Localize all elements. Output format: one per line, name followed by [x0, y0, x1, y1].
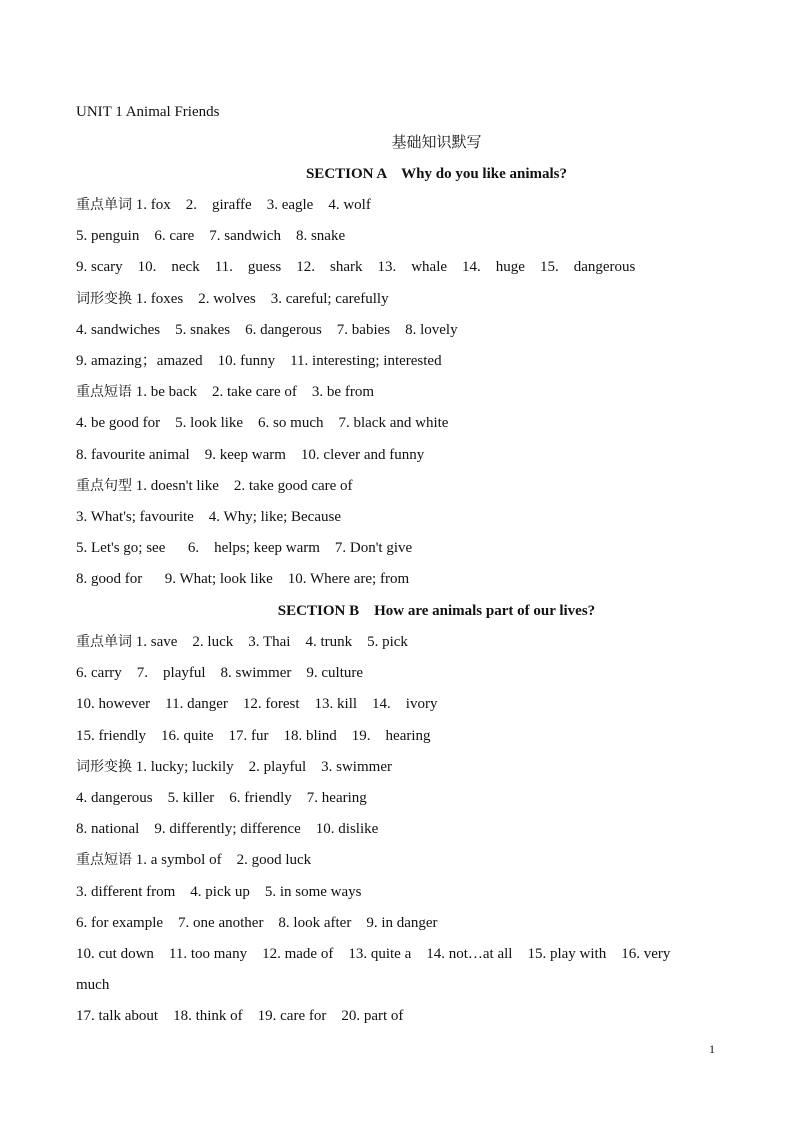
category-tag: 重点句型 — [76, 477, 132, 494]
answer-text: 4. dangerous 5. killer 6. friendly 7. hearing — [76, 789, 367, 806]
category-tag: 重点短语 — [76, 384, 132, 401]
category-tag: 重点单词 — [76, 197, 132, 213]
section-b-lines — [76, 631, 726, 1036]
answer-text: 6. carry 7. playful 8. swimmer 9. culture — [76, 665, 364, 682]
answer-text: 1. be back 2. take care of 3. be from — [132, 384, 374, 401]
answer-line — [76, 350, 726, 381]
page-subtitle: 基础知识默写 — [391, 135, 482, 151]
answer-text: 1. lucky; luckily 2. playful 3. swimmer — [132, 758, 392, 775]
answer-line — [76, 662, 726, 693]
category-tag: 词形变换 — [76, 758, 132, 775]
answer-line — [76, 319, 726, 350]
answer-text: 15. friendly 16. quite 17. fur 18. blind 19. hearing — [76, 727, 431, 744]
answer-line — [76, 912, 726, 943]
answer-text: 1. save 2. luck 3. Thai 4. trunk 5. pick — [132, 634, 408, 650]
answer-line — [76, 787, 726, 818]
answer-text: 5. Let's go; see 6. helps; keep warm 7. Don't give — [76, 540, 413, 557]
answer-line — [76, 506, 726, 537]
answer-text: 4. sandwiches 5. snakes 6. dangerous 7. babies 8. lovely — [76, 321, 458, 338]
page-number: 1 — [709, 1042, 715, 1056]
answer-line — [76, 849, 726, 880]
answer-text: 8. national 9. differently; difference 10. dislike — [76, 821, 379, 838]
answer-line — [76, 974, 726, 1005]
answer-line — [76, 756, 726, 787]
answer-text: 5. penguin 6. care 7. sandwich 8. snake — [76, 228, 346, 245]
answer-line — [76, 881, 726, 912]
answer-line — [76, 631, 726, 662]
answer-line — [76, 288, 726, 319]
answer-text: 1. a symbol of 2. good luck — [132, 852, 312, 869]
answer-text: 8. good for 9. What; look like 10. Where are; from — [76, 571, 410, 588]
answer-line — [76, 818, 726, 849]
answer-text: 4. be good for 5. look like 6. so much 7. black and white — [76, 415, 449, 432]
answer-text: 8. favourite animal 9. keep warm 10. clever and funny — [76, 446, 425, 463]
answer-line — [76, 475, 726, 506]
category-tag: 重点单词 — [76, 634, 132, 650]
category-tag: 词形变换 — [76, 290, 132, 307]
answer-text: 10. however 11. danger 12. forest 13. kill 14. ivory — [76, 696, 438, 713]
answer-text: 3. What's; favourite 4. Why; like; Because — [76, 508, 341, 525]
category-tag: 重点短语 — [76, 852, 132, 869]
answer-line — [76, 381, 726, 412]
answer-text: 9. scary 10. neck 11. guess 12. shark 13. whale 14. huge 15. dangerous — [76, 259, 636, 276]
unit-title: UNIT 1 Animal Friends — [76, 104, 220, 120]
section-a-heading: SECTION A Why do you like animals? — [305, 166, 568, 182]
answer-line — [76, 568, 726, 599]
answer-line — [76, 693, 726, 724]
answer-text: 1. fox 2. giraffe 3. eagle 4. wolf — [132, 197, 371, 213]
answer-text: 9. amazing；amazed 10. funny 11. interesting; interested — [76, 352, 442, 369]
answer-line — [76, 537, 726, 568]
answer-text: 1. doesn't like 2. take good care of — [132, 477, 353, 494]
answer-line — [76, 225, 726, 256]
answer-line — [76, 194, 726, 225]
answer-line — [76, 412, 726, 443]
answer-text: 1. foxes 2. wolves 3. careful; carefully — [132, 290, 389, 307]
answer-line — [76, 1005, 726, 1036]
answer-line — [76, 444, 726, 475]
section-b-heading: SECTION B How are animals part of our lives? — [277, 603, 596, 619]
answer-line — [76, 256, 726, 287]
answer-text: 10. cut down 11. too many 12. made of 13. quite a 14. not…at all 15. play with 16. very — [76, 945, 671, 962]
answer-line — [76, 943, 726, 974]
section-a-lines — [76, 194, 726, 599]
answer-text: 6. for example 7. one another 8. look after 9. in danger — [76, 914, 438, 931]
answer-text: 3. different from 4. pick up 5. in some ways — [76, 883, 362, 900]
answer-text: 17. talk about 18. think of 19. care for 20. part of — [76, 1008, 404, 1025]
answer-text: much — [76, 977, 110, 994]
answer-line — [76, 725, 726, 756]
